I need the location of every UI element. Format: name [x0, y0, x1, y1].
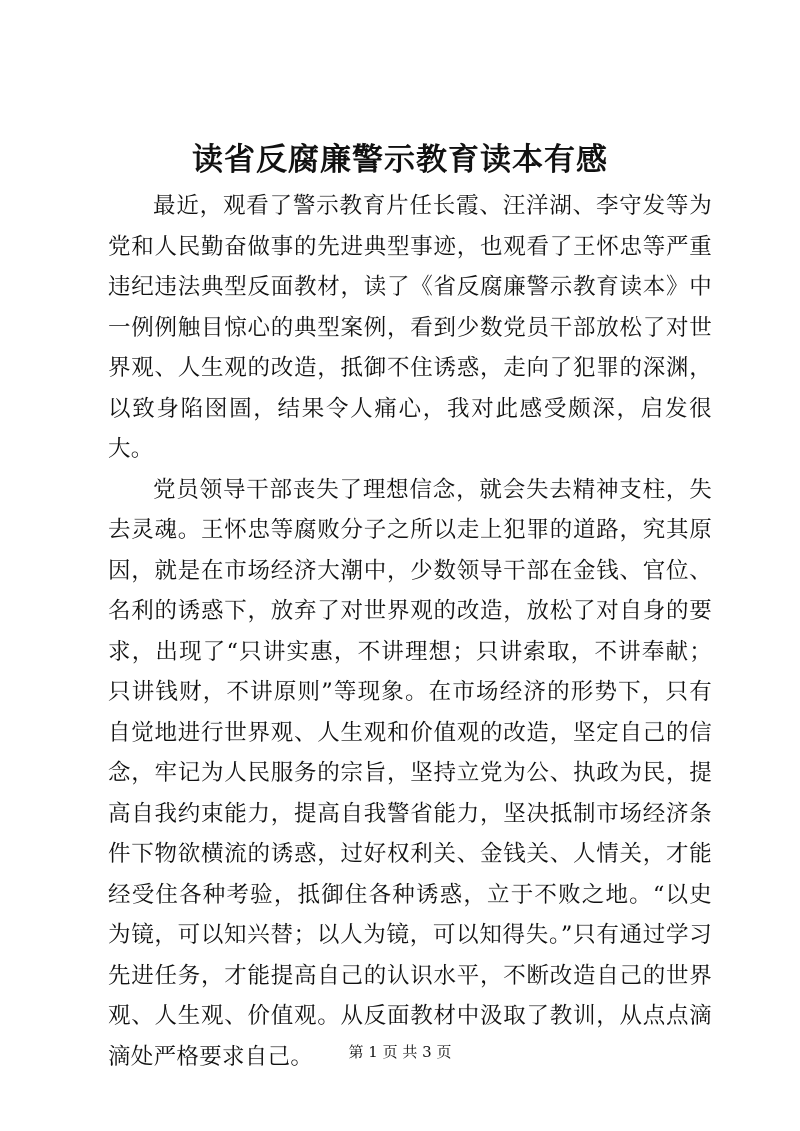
document-body — [108, 186, 712, 1077]
document-title: 读省反腐廉警示教育读本有感 — [192, 142, 608, 178]
paragraph-2: 党员领导干部丧失了理想信念，就会失去精神支柱，失去灵魂。王怀忠等腐败分子之所以走上犯罪的道路，究其原因，就是在市场经济大潮中，少数领导干部在金钱、官位、名利的诱惑下，放弃了对世界观的改造，放松了对自身的要求，出现了“只讲实惠，不讲理想；只讲索取，不讲奉献；只讲钱财，不讲原则”等现象。在市场经济的形势下，只有自觉地进行世界观、人生观和价值观的改造，坚定自己的信念，牢记为人民服务的宗旨，坚持立党为公、执政为民，提高自我约束能力，提高自我警省能力，坚决抵制市场经济条件下物欲横流的诱惑，过好权利关、金钱关、人情关，才能经受住各种考验，抵御住各种诱惑，立于不败之地。“以史为镜，可以知兴替；以人为镜，可以知得失。”只有通过学习先进任务，才能提高自己的认识水平，不断改造自己的世界观、人生观、价值观。从反面教材中汲取了教训，从点点滴滴处严格要求自己。 — [108, 476, 712, 1070]
page-footer: 第 1 页 共 3 页 — [348, 1043, 452, 1061]
paragraph-1: 最近，观看了警示教育片任长霞、汪洋湖、李守发等为党和人民勤奋做事的先进典型事迹，也观看了王怀忠等严重违纪违法典型反面教材，读了《省反腐廉警示教育读本》中一例例触目惊心的典型案例，看到少数党员干部放松了对世界观、人生观的改造，抵御不住诱惑，走向了犯罪的深渊，以致身陷囹圄，结果令人痛心，我对此感受颇深，启发很大。 — [108, 193, 712, 462]
